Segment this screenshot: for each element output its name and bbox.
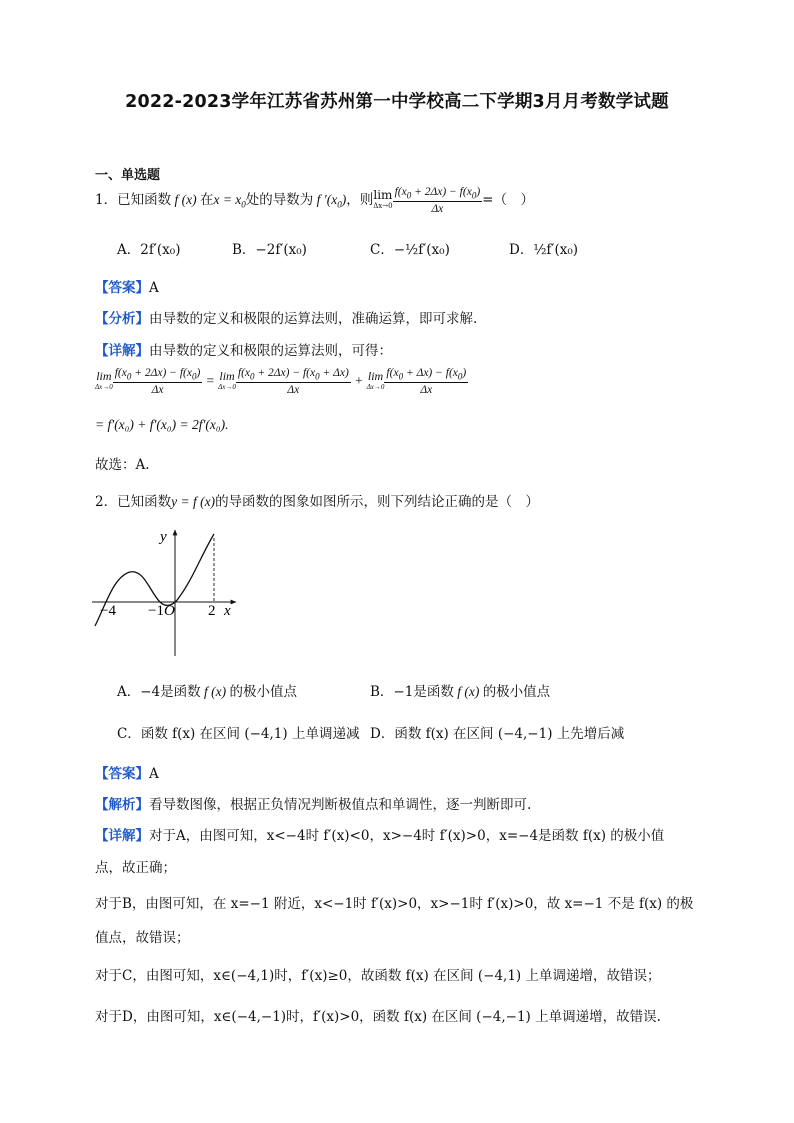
q2-option-b-post: 的极小值点 — [482, 684, 551, 700]
q1-option-c: C．−½f′(x₀) — [370, 242, 450, 258]
q2-option-d: D．函数 f(x) 在区间 (−4,−1) 上先增后减 — [370, 726, 625, 742]
analysis-text: 由导数的定义和极限的运算法则，准确运算，即可求解. — [149, 311, 478, 327]
formula: f $'(x_0)$ — [313, 192, 347, 210]
q2-detail-a-cont: 点，故正确； — [95, 860, 176, 876]
q2-option-a — [117, 680, 297, 700]
q2-detail-b-cont: 值点，故错误； — [95, 930, 190, 946]
page-title: 2022-2023学年江苏省苏州第一中学校高二下学期3月月考数学试题 — [125, 92, 669, 112]
q2-analysis — [95, 793, 531, 813]
answer-tag: 【答案】 — [95, 766, 149, 782]
q1-option-a: A．2f′(x₀) — [117, 242, 181, 258]
q1-option-b: B．−2f′(x₀) — [232, 242, 307, 258]
answer-value: A — [149, 280, 159, 296]
formula: f (x) — [453, 684, 483, 699]
formula: y = f (x) — [171, 494, 216, 509]
formula: $x = x_0$ — [213, 192, 246, 210]
q2-stem — [95, 490, 539, 510]
derivative-graph — [88, 522, 248, 662]
q1-conclusion: = f′(x₀) + f′(x₀) = 2f′(x₀). — [95, 417, 229, 432]
q2-option-b — [370, 680, 550, 700]
y-axis-label: y — [160, 529, 167, 545]
tick-label-2: 2 — [208, 603, 216, 619]
x-axis-label: x — [224, 603, 231, 619]
detail-tag: 【详解】 — [95, 828, 149, 844]
q2-option-a-pre: A．−4是函数 — [117, 684, 201, 700]
q1-analysis — [95, 307, 477, 327]
q1-stem — [95, 186, 534, 215]
detail-text: 对于A，由图可知，x<−4时 f′(x)<0，x>−4时 f′(x)>0，x=−4是函数 f(x) 的极小值 — [149, 828, 665, 844]
q2-stem-end: 的导函数的图象如图所示，则下列结论正确的是（ ） — [215, 494, 540, 510]
answer-tag: 【答案】 — [95, 280, 149, 296]
q2-option-c: C．函数 f(x) 在区间 (−4,1) 上单调递减 — [117, 726, 360, 742]
q1-stem-mid: 处的导数为 — [245, 192, 314, 209]
q1-stem-mid: 在 — [199, 192, 214, 209]
q1-option-d: D．½f′(x₀) — [509, 242, 579, 258]
q1-stem-end: =（ ） — [482, 192, 534, 209]
q2-answer — [95, 762, 159, 782]
q1-answer — [95, 276, 159, 296]
q1-stem-mid: ，则 — [346, 192, 374, 209]
q2-detail-b: 对于B，由图可知，在 x=−1 附近，x<−1时 f′(x)>0，x>−1时 f′(x)>0，故 x=−1 不是 f(x) 的极 — [95, 896, 694, 912]
analysis-tag: 【分析】 — [95, 311, 149, 327]
difference-quotient: $\frac{f(x_0 + 2\Delta x) - f(x_0)}{\Delta x}$ — [394, 186, 481, 216]
q2-detail-c: 对于C，由图可知，x∈(−4,1)时，f′(x)≥0，故函数 f(x) 在区间 (−4,1) 上单调递增，故错误； — [95, 968, 661, 984]
analysis-tag: 【解析】 — [95, 797, 149, 813]
formula: f (x) — [200, 684, 230, 699]
tick-label-neg4: −4 — [100, 603, 116, 619]
q1-choose: 故选：A. — [95, 457, 150, 473]
analysis-text: 看导数图像，根据正负情况判断极值点和单调性，逐一判断即可. — [149, 797, 532, 813]
q2-option-b-pre: B．−1是函数 — [370, 684, 454, 700]
tick-label-neg1: −1 — [148, 603, 164, 619]
detail-tag: 【详解】 — [95, 343, 149, 359]
q2-detail-d: 对于D，由图可知，x∈(−4,−1)时，f′(x)>0，函数 f(x) 在区间 (−4,−1) 上单调递增，故错误. — [95, 1009, 661, 1025]
section-heading: 一、单选题 — [95, 168, 161, 183]
formula: f (x) — [171, 192, 200, 208]
q1-detail — [95, 339, 392, 359]
answer-value: A — [149, 766, 159, 782]
q2-stem-pre: 2．已知函数 — [95, 494, 172, 510]
detail-text: 由导数的定义和极限的运算法则，可得： — [149, 343, 392, 359]
q2-option-a-post: 的极小值点 — [229, 684, 298, 700]
q1-stem-pre: 1．已知函数 — [95, 192, 172, 209]
q2-detail-a — [95, 824, 664, 844]
origin-label: O — [164, 603, 175, 619]
limit-equation: lim Δx→0 $\frac{f(x_0 + 2\Delta x) - f(x_0)}{\Delta x}$ = lim Δx→0 $\frac{f(x_0 + 2\Delta x) - f(x_0 + \Delta x)}{\Delta x}$ + lim Δx→0 $\frac{f(x_0 + \Delta x) - f(x_0)}{\Delta x}$ — [95, 367, 467, 397]
limit-symbol: lim Δx→0 — [373, 187, 393, 210]
